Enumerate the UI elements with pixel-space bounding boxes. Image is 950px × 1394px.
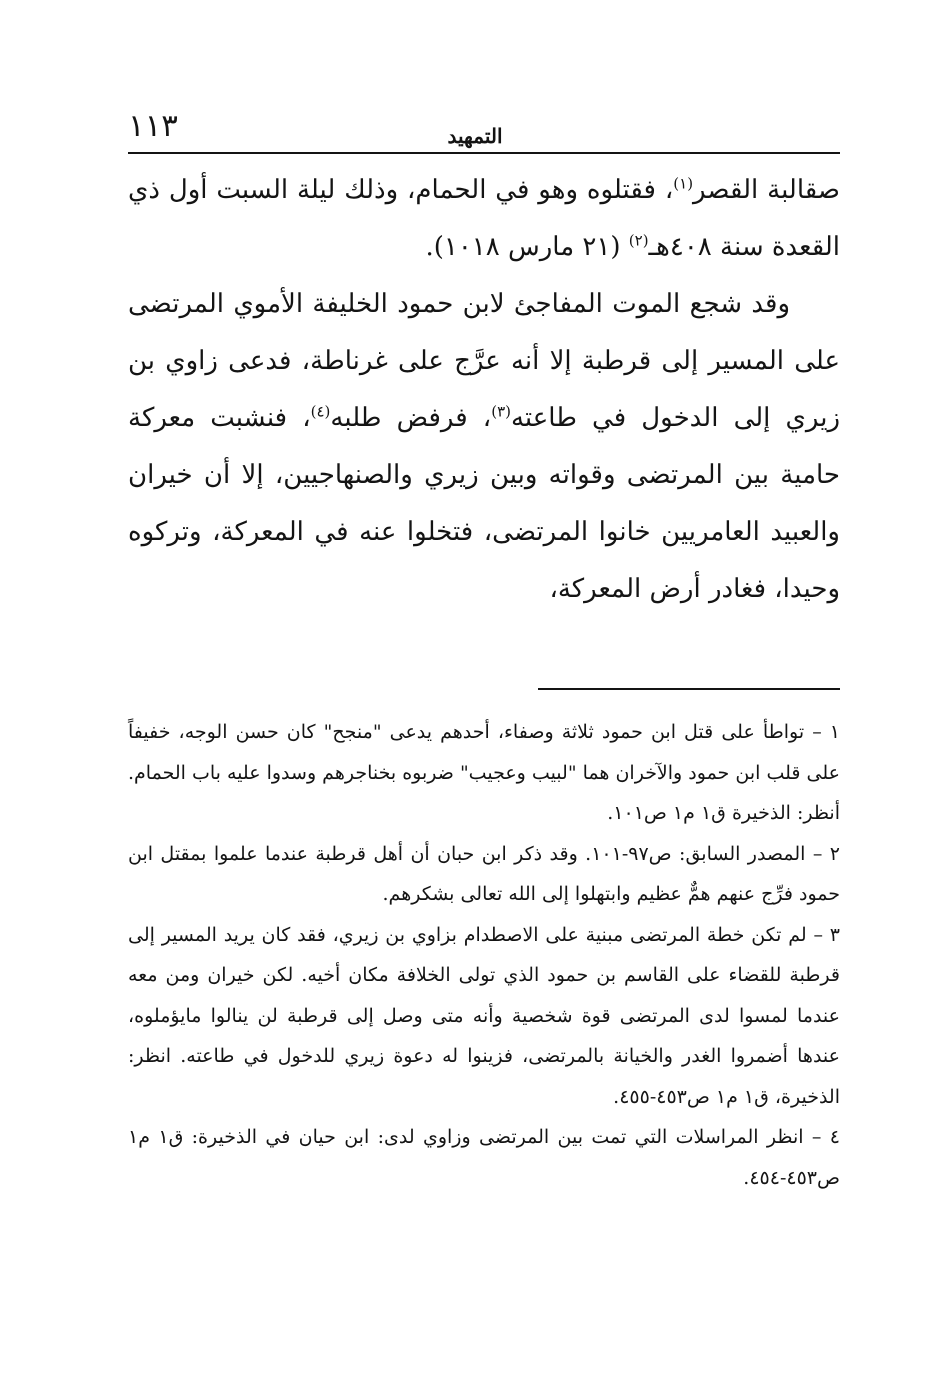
footnote-2: ٢ – المصدر السابق: ص٩٧-١٠١. وقد ذكر ابن حبان أن أهل قرطبة عندما علموا بمقتل ابن حمود فرِّج عنهم همٌّ عظيم وابتهلوا إلى الله تعالى بشكرهم. (128, 842, 840, 905)
footnote-separator (538, 688, 840, 690)
running-title: التمهيد (447, 124, 503, 148)
header-rule (128, 152, 840, 154)
paragraph-1-part-2: ، فقتلوه وهو في الحمام، وذلك ليلة السبت أول ذي القعدة سنة ٤٠٨هـ (128, 175, 840, 262)
footnote-ref-4: (٤) (310, 402, 331, 421)
paragraph-1-part-1: صقالبة القصر (693, 175, 840, 205)
paragraph-2-part-2: ، فرفض طلبه (330, 403, 492, 433)
main-text (128, 162, 840, 618)
footnote-3: ٣ – لم تكن خطة المرتضى مبنية على الاصطدام بزاوي بن زيري، فقد كان يريد المسير إلى قرطبة للقضاء على القاسم بن حمود الذي تولى الخلافة مكان أخيه. لكن خيران ومن معه عندما لمسوا لدى المرتضى قوة شخصية وأنه متى وصل إلى قرطبة لن ينالوا مايؤملوه، عندها أضمروا الغدر والخيانة بالمرتضى، فزينوا له دعوة زيري للدخول في طاعته. انظر: الذخيرة، ق١ م١ ص٤٥٣-٤٥٥. (128, 923, 840, 1108)
paragraph-1 (128, 162, 840, 276)
footnote-ref-1: (١) (673, 174, 694, 193)
page-number: ١١٣ (128, 108, 178, 144)
footnotes-section (128, 712, 840, 1198)
paragraph-2 (128, 276, 840, 618)
footnote-ref-2: (٢) (628, 231, 649, 250)
paragraph-1-part-3: (٢١ مارس ١٠١٨). (425, 232, 629, 262)
footnote-4: ٤ – انظر المراسلات التي تمت بين المرتضى وزاوي لدى: ابن حيان في الذخيرة: ق١ م١ ص٤٥٣-٤٥٤. (128, 1126, 840, 1189)
paragraph-2-part-1: وقد شجع الموت المفاجئ لابن حمود الخليفة الأموي المرتضى على المسير إلى قرطبة إلا أنه عرَّج على غرناطة، فدعى زاوي بن زيري إلى الدخول في طاعته (128, 289, 840, 433)
footnote-ref-3: (٣) (491, 402, 511, 421)
paragraph-2-part-3: ، فنشبت معركة حامية بين المرتضى وقواته وبين زيري والصنهاجيين، إلا أن خيران والعبيد العامريين خانوا المرتضى، فتخلوا عنه في المعركة، وتركوه وحيدا، فغادر أرض المعركة، (128, 403, 840, 604)
footnote-1: ١ – تواطأ على قتل ابن حمود ثلاثة وصفاء، أحدهم يدعى "منجح" كان حسن الوجه، خفيفاً على قلب ابن حمود والآخران هما "لبيب وعجيب" ضربوه بخناجرهم وسدوا عليه باب الحمام. أنظر: الذخيرة ق١ م١ ص١٠١. (128, 721, 840, 824)
